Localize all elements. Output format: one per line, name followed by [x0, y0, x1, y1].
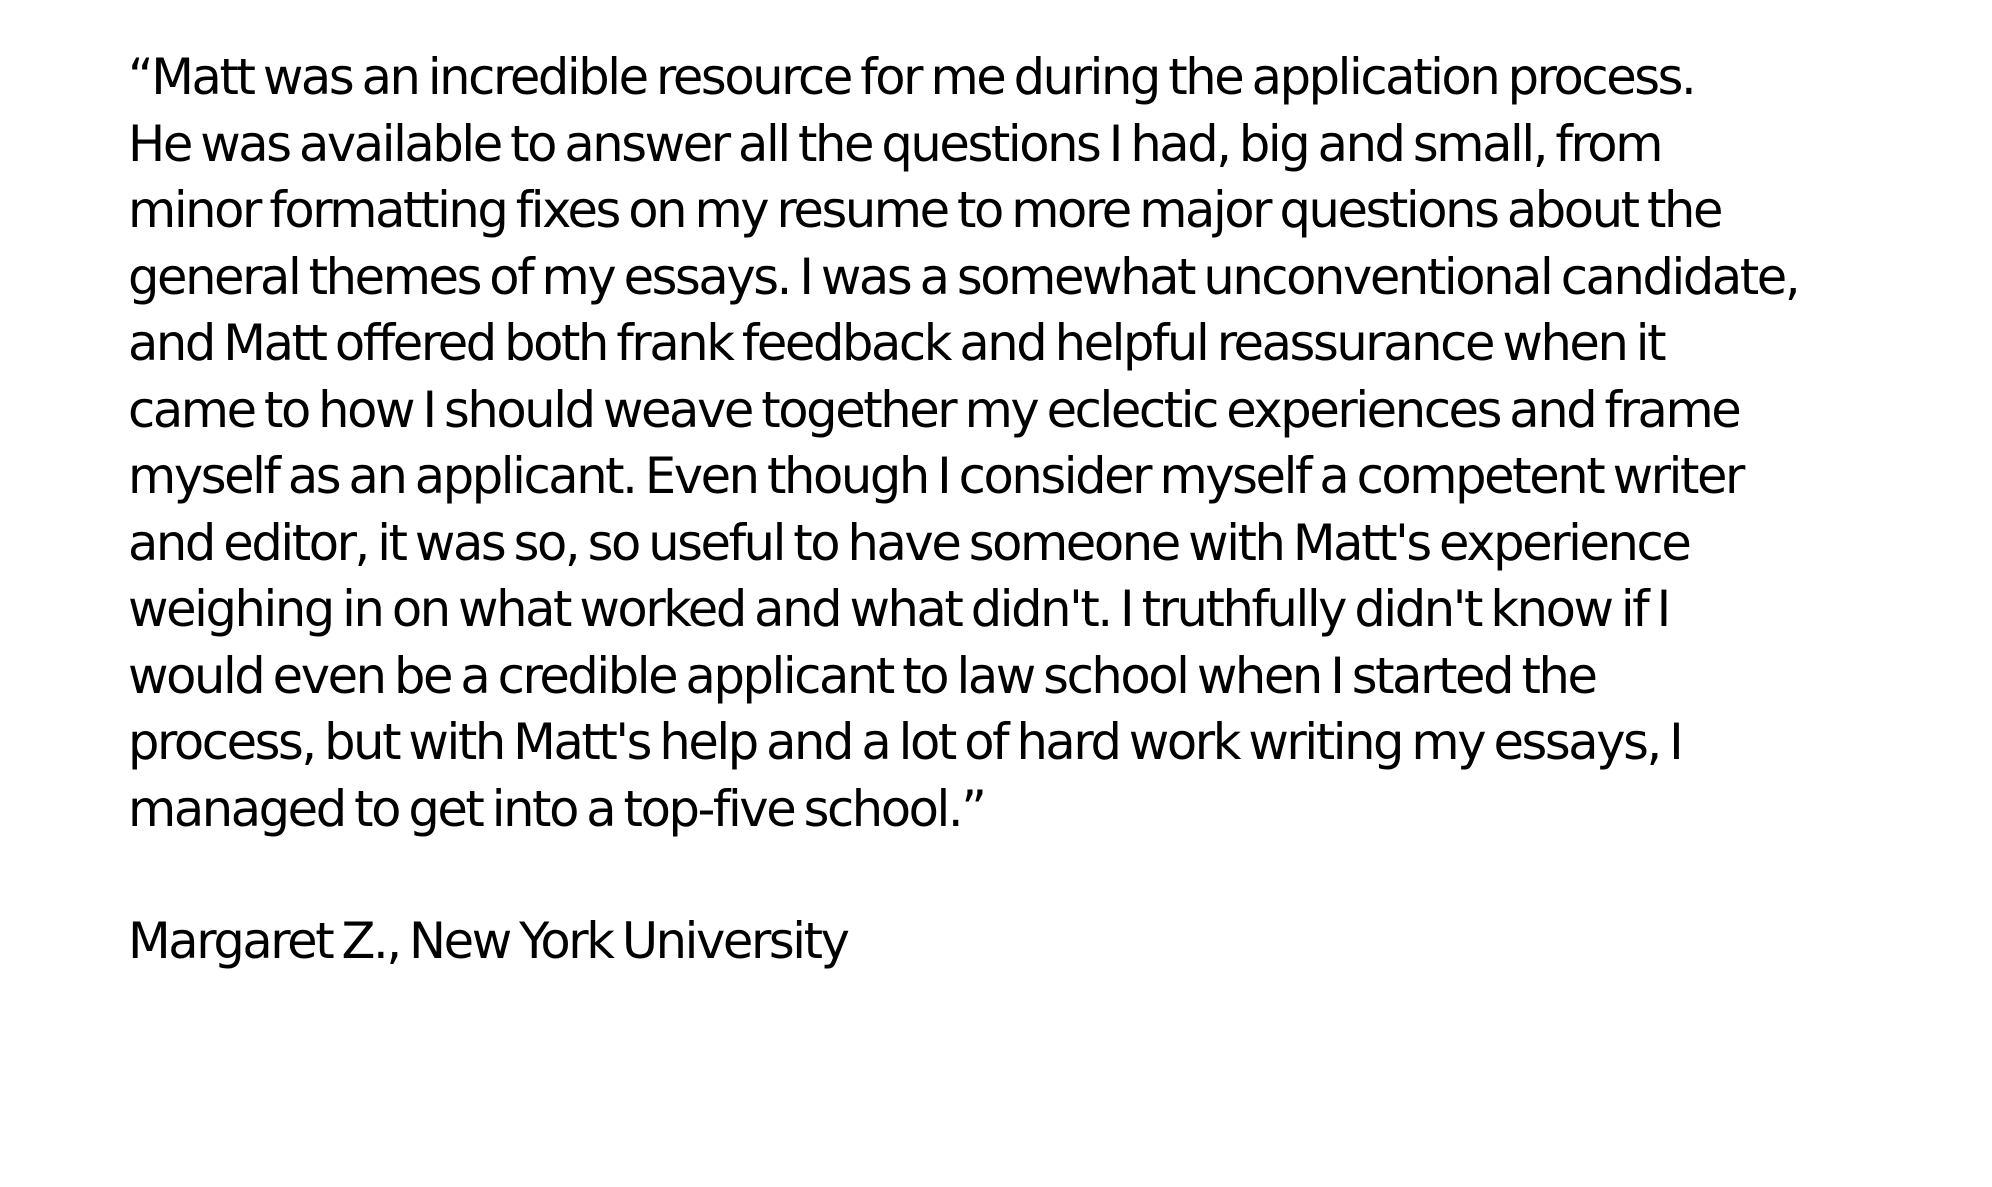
quote-line: He was available to answer all the questions I had, big and small, from	[128, 114, 1662, 173]
quote-line: and editor, it was so, so useful to have someone with Matt's experience	[128, 513, 1690, 572]
quote-line: myself as an applicant. Even though I consider myself a competent writer	[128, 447, 1743, 505]
quote-line: “Matt was an incredible resource for me during the application process.	[128, 48, 1695, 106]
quote-line: managed to get into a top-five school.”	[128, 779, 985, 838]
quote-line: weighing in on what worked and what didn't. I truthfully didn't know if I	[128, 580, 1669, 638]
testimonial	[128, 44, 1948, 975]
quote-line: came to how I should weave together my eclectic experiences and frame	[128, 380, 1740, 439]
testimonial-attribution: Margaret Z., New York University	[128, 912, 848, 970]
testimonial-quote	[128, 44, 1948, 842]
quote-line: would even be a credible applicant to law school when I started the	[128, 646, 1596, 705]
quote-line: and Matt offered both frank feedback and helpful reassurance when it	[128, 314, 1665, 372]
quote-line: process, but with Matt's help and a lot of hard work writing my essays, I	[128, 713, 1682, 771]
quote-line: general themes of my essays. I was a somewhat unconventional candidate,	[128, 247, 1799, 306]
quote-line: minor formatting fixes on my resume to more major questions about the	[128, 181, 1722, 239]
